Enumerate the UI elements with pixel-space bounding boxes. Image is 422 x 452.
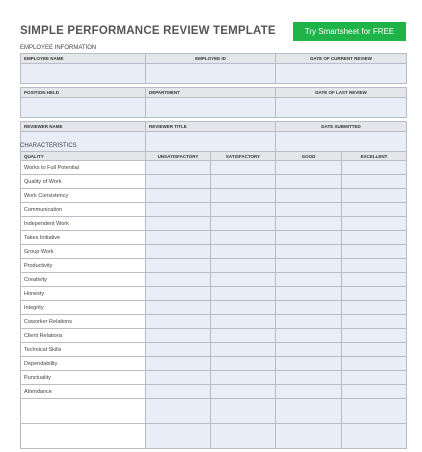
quality-label: Attendance <box>21 385 146 399</box>
department-field[interactable] <box>146 98 276 118</box>
try-smartsheet-button[interactable]: Try Smartsheet for FREE <box>293 22 406 41</box>
table-row <box>21 371 407 385</box>
satisfactory-rating-cell[interactable] <box>211 343 276 357</box>
employee-name-header: EMPLOYEE NAME <box>21 54 146 64</box>
excellent-rating-cell[interactable] <box>342 259 407 273</box>
unsatisfactory-rating-cell[interactable] <box>146 315 211 329</box>
unsatisfactory-rating-cell[interactable] <box>146 231 211 245</box>
quality-label: Group Work <box>21 245 146 259</box>
quality-label: Coworker Relations <box>21 315 146 329</box>
date-of-current-review-field[interactable] <box>276 64 407 84</box>
satisfactory-rating-cell[interactable] <box>211 301 276 315</box>
table-row <box>21 301 407 315</box>
reviewer-name-header: REVIEWER NAME <box>21 122 146 132</box>
good-rating-cell[interactable] <box>276 161 342 175</box>
excellent-rating-cell[interactable] <box>342 399 407 424</box>
quality-label: Productivity <box>21 259 146 273</box>
quality-label: Client Relations <box>21 329 146 343</box>
excellent-rating-cell[interactable] <box>342 203 407 217</box>
satisfactory-rating-cell[interactable] <box>211 259 276 273</box>
satisfactory-rating-cell[interactable] <box>211 217 276 231</box>
table-row <box>21 385 407 399</box>
table-row <box>21 217 407 231</box>
satisfactory-rating-cell[interactable] <box>211 231 276 245</box>
good-rating-cell[interactable] <box>276 245 342 259</box>
satisfactory-rating-cell[interactable] <box>211 203 276 217</box>
unsatisfactory-rating-cell[interactable] <box>146 287 211 301</box>
satisfactory-rating-cell[interactable] <box>211 371 276 385</box>
excellent-rating-cell[interactable] <box>342 217 407 231</box>
excellent-rating-cell[interactable] <box>342 371 407 385</box>
satisfactory-rating-cell[interactable] <box>211 287 276 301</box>
good-rating-cell[interactable] <box>276 301 342 315</box>
quality-label: Integrity <box>21 301 146 315</box>
date-submitted-field[interactable] <box>276 132 407 152</box>
date-of-last-review-header: DATE OF LAST REVIEW <box>276 88 407 98</box>
position-held-header: POSITION HELD <box>21 88 146 98</box>
satisfactory-rating-cell[interactable] <box>211 245 276 259</box>
table-row <box>21 203 407 217</box>
employee-id-header: EMPLOYEE ID <box>146 54 276 64</box>
quality-blank-cell[interactable] <box>21 399 146 424</box>
quality-header: QUALITY <box>21 152 146 161</box>
unsatisfactory-rating-cell[interactable] <box>146 371 211 385</box>
unsatisfactory-rating-cell[interactable] <box>146 217 211 231</box>
satisfactory-rating-cell[interactable] <box>211 329 276 343</box>
excellent-rating-cell[interactable] <box>342 357 407 371</box>
satisfactory-rating-cell[interactable] <box>211 399 276 424</box>
unsatisfactory-header: UNSATISFACTORY <box>146 152 211 161</box>
quality-label: Works to Full Potential <box>21 161 146 175</box>
table-row <box>21 343 407 357</box>
table-row <box>21 189 407 203</box>
excellent-rating-cell[interactable] <box>342 343 407 357</box>
quality-label: Technical Skills <box>21 343 146 357</box>
good-rating-cell[interactable] <box>276 357 342 371</box>
good-rating-cell[interactable] <box>276 231 342 245</box>
table-row <box>21 245 407 259</box>
good-rating-cell[interactable] <box>276 189 342 203</box>
unsatisfactory-rating-cell[interactable] <box>146 301 211 315</box>
good-rating-cell[interactable] <box>276 343 342 357</box>
unsatisfactory-rating-cell[interactable] <box>146 161 211 175</box>
date-of-current-review-header: DATE OF CURRENT REVIEW <box>276 54 407 64</box>
excellent-rating-cell[interactable] <box>342 329 407 343</box>
unsatisfactory-rating-cell[interactable] <box>146 203 211 217</box>
table-row <box>21 161 407 175</box>
reviewer-title-field[interactable] <box>146 132 276 152</box>
quality-blank-cell[interactable] <box>21 424 146 449</box>
quality-label: Creativity <box>21 273 146 287</box>
table-row <box>21 175 407 189</box>
quality-label: Quality of Work <box>21 175 146 189</box>
satisfactory-rating-cell[interactable] <box>211 189 276 203</box>
unsatisfactory-rating-cell[interactable] <box>146 385 211 399</box>
good-rating-cell[interactable] <box>276 329 342 343</box>
unsatisfactory-rating-cell[interactable] <box>146 357 211 371</box>
excellent-rating-cell[interactable] <box>342 273 407 287</box>
good-rating-cell[interactable] <box>276 273 342 287</box>
good-rating-cell[interactable] <box>276 259 342 273</box>
date-of-last-review-field[interactable] <box>276 98 407 118</box>
good-rating-cell[interactable] <box>276 424 342 449</box>
unsatisfactory-rating-cell[interactable] <box>146 399 211 424</box>
good-rating-cell[interactable] <box>276 203 342 217</box>
excellent-header: EXCELLENT <box>342 152 407 161</box>
excellent-rating-cell[interactable] <box>342 301 407 315</box>
unsatisfactory-rating-cell[interactable] <box>146 189 211 203</box>
satisfactory-rating-cell[interactable] <box>211 424 276 449</box>
table-row <box>21 273 407 287</box>
excellent-rating-cell[interactable] <box>342 189 407 203</box>
characteristics-table <box>20 151 407 449</box>
blank-row <box>21 399 407 424</box>
employee-information-label: EMPLOYEE INFORMATION <box>20 45 97 51</box>
satisfactory-rating-cell[interactable] <box>211 315 276 329</box>
quality-label: Takes Initiative <box>21 231 146 245</box>
table-row <box>21 357 407 371</box>
employee-info-table <box>20 53 407 152</box>
table-row <box>21 259 407 273</box>
satisfactory-rating-cell[interactable] <box>211 273 276 287</box>
unsatisfactory-rating-cell[interactable] <box>146 175 211 189</box>
excellent-rating-cell[interactable] <box>342 287 407 301</box>
quality-label: Independent Work <box>21 217 146 231</box>
unsatisfactory-rating-cell[interactable] <box>146 273 211 287</box>
table-row <box>21 315 407 329</box>
page-title: SIMPLE PERFORMANCE REVIEW TEMPLATE <box>20 25 276 37</box>
blank-row <box>21 424 407 449</box>
unsatisfactory-rating-cell[interactable] <box>146 424 211 449</box>
satisfactory-rating-cell[interactable] <box>211 385 276 399</box>
satisfactory-header: SATISFACTORY <box>211 152 276 161</box>
good-rating-cell[interactable] <box>276 385 342 399</box>
position-held-field[interactable] <box>21 98 146 118</box>
unsatisfactory-rating-cell[interactable] <box>146 259 211 273</box>
unsatisfactory-rating-cell[interactable] <box>146 343 211 357</box>
good-rating-cell[interactable] <box>276 287 342 301</box>
satisfactory-rating-cell[interactable] <box>211 357 276 371</box>
satisfactory-rating-cell[interactable] <box>211 161 276 175</box>
excellent-rating-cell[interactable] <box>342 315 407 329</box>
reviewer-title-header: REVIEWER TITLE <box>146 122 276 132</box>
department-header: DEPARTMENT <box>146 88 276 98</box>
quality-label: Honesty <box>21 287 146 301</box>
good-rating-cell[interactable] <box>276 175 342 189</box>
good-rating-cell[interactable] <box>276 217 342 231</box>
quality-label: Punctuality <box>21 371 146 385</box>
excellent-rating-cell[interactable] <box>342 424 407 449</box>
table-row <box>21 329 407 343</box>
unsatisfactory-rating-cell[interactable] <box>146 329 211 343</box>
excellent-rating-cell[interactable] <box>342 161 407 175</box>
employee-id-field[interactable] <box>146 64 276 84</box>
quality-label: Communication <box>21 203 146 217</box>
satisfactory-rating-cell[interactable] <box>211 175 276 189</box>
good-rating-cell[interactable] <box>276 399 342 424</box>
quality-label: Dependability <box>21 357 146 371</box>
good-header: GOOD <box>276 152 342 161</box>
quality-label: Work Consistency <box>21 189 146 203</box>
date-submitted-header: DATE SUBMITTED <box>276 122 407 132</box>
good-rating-cell[interactable] <box>276 371 342 385</box>
employee-name-field[interactable] <box>21 64 146 84</box>
excellent-rating-cell[interactable] <box>342 175 407 189</box>
excellent-rating-cell[interactable] <box>342 245 407 259</box>
characteristics-label: CHARACTERISTICS <box>20 143 77 149</box>
unsatisfactory-rating-cell[interactable] <box>146 245 211 259</box>
table-row <box>21 287 407 301</box>
excellent-rating-cell[interactable] <box>342 385 407 399</box>
good-rating-cell[interactable] <box>276 315 342 329</box>
excellent-rating-cell[interactable] <box>342 231 407 245</box>
table-row <box>21 231 407 245</box>
